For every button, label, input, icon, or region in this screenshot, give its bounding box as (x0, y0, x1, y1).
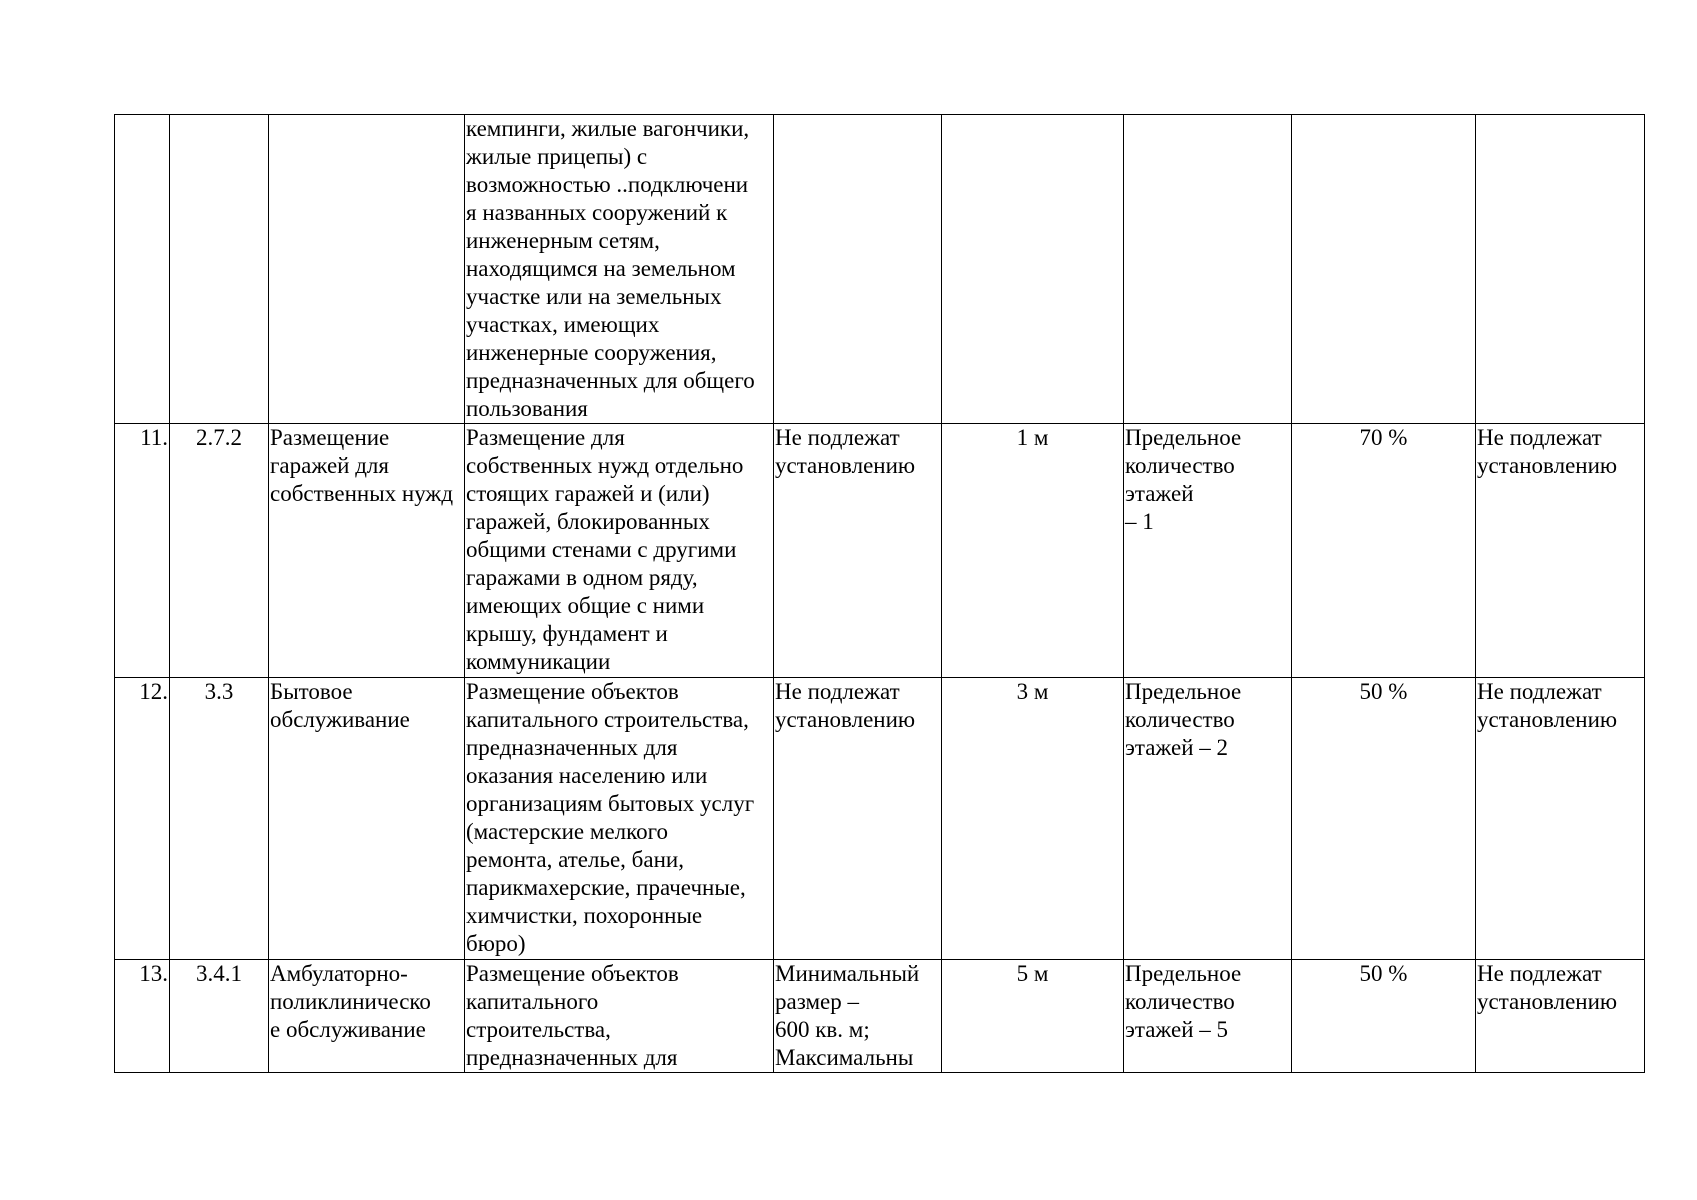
coverage-percent: 70 % (1292, 424, 1476, 678)
plot-size: Не подлежат установлению (774, 678, 942, 960)
table-row (115, 678, 1645, 960)
plot-size: Не подлежат установлению (774, 424, 942, 678)
use-name: Амбулаторно- поликлиническо е обслуживание (269, 960, 465, 1073)
other-parameters: Не подлежат установлению (1476, 678, 1645, 960)
use-code: 2.7.2 (170, 424, 269, 678)
plot-size: Минимальный размер – 600 кв. м; Максимальны (774, 960, 942, 1073)
use-code: 3.3 (170, 678, 269, 960)
row-number (115, 115, 170, 424)
floor-limit: Предельное количество этажей – 1 (1124, 424, 1292, 678)
other-parameters (1476, 115, 1645, 424)
coverage-percent (1292, 115, 1476, 424)
use-description: Размещение объектов капитального строительства, предназначенных для (465, 960, 774, 1073)
other-parameters: Не подлежат установлению (1476, 960, 1645, 1073)
row-number: 13. (115, 960, 170, 1073)
table-row (115, 960, 1645, 1073)
coverage-percent: 50 % (1292, 678, 1476, 960)
setback-distance: 5 м (942, 960, 1124, 1073)
use-name: Бытовое обслуживание (269, 678, 465, 960)
floor-limit: Предельное количество этажей – 2 (1124, 678, 1292, 960)
plot-size (774, 115, 942, 424)
use-description: кемпинги, жилые вагончики, жилые прицепы) с возможностью ..подключени я названных сооружений к инженерным сетям, находящимся на земельном участке или на земельных участках, имеющих инженерные сооружения, предназначенных для общего пользования (465, 115, 774, 424)
coverage-percent: 50 % (1292, 960, 1476, 1073)
setback-distance (942, 115, 1124, 424)
row-number: 12. (115, 678, 170, 960)
table-row (115, 115, 1645, 424)
setback-distance: 3 м (942, 678, 1124, 960)
setback-distance: 1 м (942, 424, 1124, 678)
row-number: 11. (115, 424, 170, 678)
floor-limit: Предельное количество этажей – 5 (1124, 960, 1292, 1073)
table-row (115, 424, 1645, 678)
floor-limit (1124, 115, 1292, 424)
use-description: Размещение объектов капитального строительства, предназначенных для оказания населению или организациям бытовых услуг (мастерские мелкого ремонта, ателье, бани, парикмахерские, прачечные, химчистки, похоронные бюро) (465, 678, 774, 960)
use-description: Размещение для собственных нужд отдельно стоящих гаражей и (или) гаражей, блокированных общими стенами с другими гаражами в одном ряду, имеющих общие с ними крышу, фундамент и коммуникации (465, 424, 774, 678)
other-parameters: Не подлежат установлению (1476, 424, 1645, 678)
use-name (269, 115, 465, 424)
regulations-table (114, 114, 1645, 1073)
use-name: Размещение гаражей для собственных нужд (269, 424, 465, 678)
use-code (170, 115, 269, 424)
use-code: 3.4.1 (170, 960, 269, 1073)
